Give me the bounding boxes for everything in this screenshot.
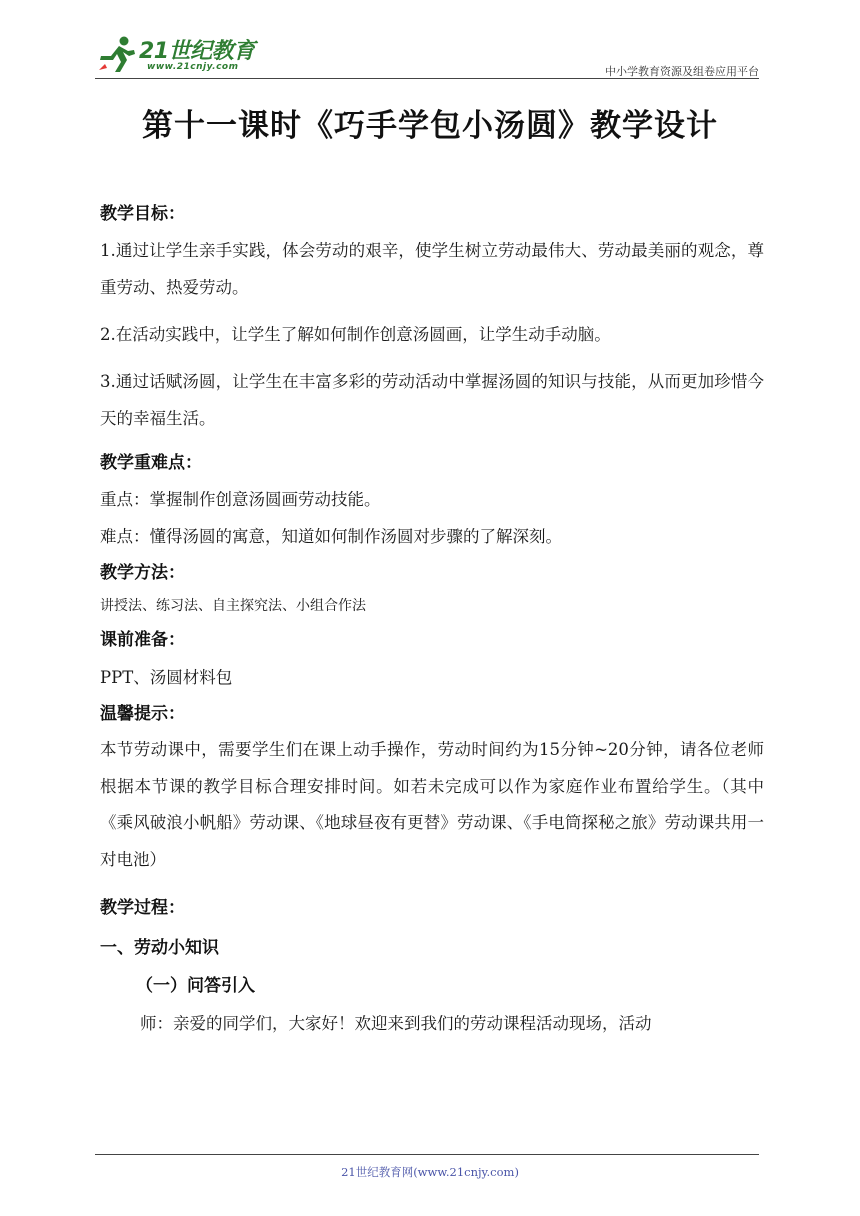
- logo-url: www.21cnjy.com: [147, 62, 239, 72]
- document-title: 第十一课时《巧手学包小汤圆》教学设计: [142, 108, 718, 144]
- methods-text: 讲授法、练习法、自主探究法、小组合作法: [100, 598, 366, 614]
- methods-heading: 教学方法：: [100, 563, 185, 583]
- runner-icon: [97, 34, 139, 74]
- part-1-heading: 一、劳动小知识: [100, 938, 219, 958]
- goals-heading: 教学目标：: [100, 204, 185, 224]
- teacher-line: 师：亲爱的同学们，大家好！欢迎来到我们的劳动课程活动现场，活动: [140, 1014, 652, 1033]
- document-body: [100, 196, 764, 1044]
- sub-section-1-heading: （一）问答引入: [136, 976, 255, 996]
- key-point: 重点：掌握制作创意汤圆画劳动技能。: [100, 490, 381, 509]
- goal-3: 3.通过话赋汤圆，让学生在丰富多彩的劳动活动中掌握汤圆的知识与技能，从而更加珍惜今天的幸福生活。: [100, 372, 764, 428]
- header-divider: [95, 78, 759, 79]
- key-points-heading: 教学重难点：: [100, 453, 202, 473]
- difficult-point: 难点：懂得汤圆的寓意，知道如何制作汤圆对步骤的了解深刻。: [100, 527, 562, 546]
- footer-link[interactable]: 21世纪教育网(www.21cnjy.com): [341, 1165, 519, 1179]
- goal-2: 2.在活动实践中，让学生了解如何制作创意汤圆画，让学生动手动脑。: [100, 325, 611, 344]
- tips-text: 本节劳动课中，需要学生们在课上动手操作，劳动时间约为15分钟~20分钟，请各位老师根据本节课的教学目标合理安排时间。如若未完成可以作为家庭作业布置给学生。（其中《乘风破浪小帆船》劳动课、《地球昼夜有更替》劳动课、《手电筒探秘之旅》劳动课共用一对电池）: [100, 740, 764, 869]
- page-header: [95, 30, 759, 78]
- preparation-heading: 课前准备：: [100, 630, 185, 650]
- site-logo[interactable]: [95, 30, 265, 76]
- footer-divider: [95, 1154, 759, 1155]
- goal-1: 1.通过让学生亲手实践，体会劳动的艰辛，使学生树立劳动最伟大、劳动最美丽的观念，尊重劳动、热爱劳动。: [100, 241, 764, 297]
- logo-text: 21世纪教育: [139, 39, 255, 64]
- process-heading: 教学过程：: [100, 898, 185, 918]
- preparation-text: PPT、汤圆材料包: [100, 668, 233, 687]
- platform-tagline: 中小学教育资源及组卷应用平台: [605, 65, 759, 78]
- tips-heading: 温馨提示：: [100, 704, 185, 724]
